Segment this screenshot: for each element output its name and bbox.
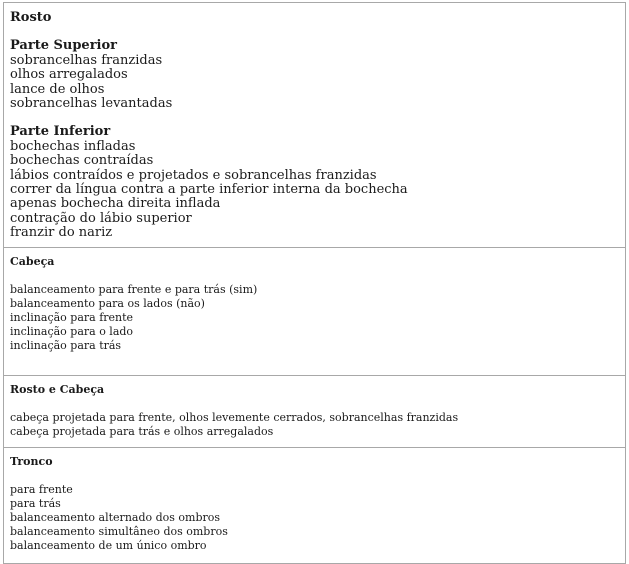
list-item: bochechas contraídas (10, 153, 154, 169)
section-rosto (4, 3, 625, 248)
list-item: balanceamento para os lados (não) (10, 297, 205, 310)
list-item: sobrancelhas levantadas (10, 96, 173, 112)
section-title-cabeca: Cabeça (10, 255, 55, 268)
section-title-tronco: Tronco (10, 455, 53, 468)
section-rosto-e-cabeca (4, 376, 625, 448)
list-item: lance de olhos (10, 81, 105, 97)
subheading-parte-superior: Parte Superior (10, 38, 118, 54)
group-parte-superior (10, 39, 625, 111)
list-item: franzir do nariz (10, 225, 113, 241)
list-item: sobrancelhas franzidas (10, 52, 163, 68)
list-item: cabeça projetada para trás e olhos arregalados (10, 425, 274, 438)
list-item: balanceamento simultâneo dos ombros (10, 525, 228, 538)
section-tronco (4, 448, 625, 563)
list-item: balanceamento alternado dos ombros (10, 511, 221, 524)
list-item: para trás (10, 497, 61, 510)
list-item: inclinação para frente (10, 311, 134, 324)
list-item: para frente (10, 483, 73, 496)
section-cabeca (4, 248, 625, 376)
list-item: balanceamento de um único ombro (10, 539, 207, 552)
group-parte-inferior (10, 125, 625, 240)
list-item: correr da língua contra a parte inferior interna da bochecha (10, 182, 408, 198)
list-item: balanceamento para frente e para trás (sim) (10, 283, 258, 296)
list-item: inclinação para o lado (10, 325, 134, 338)
list-item: apenas bochecha direita inflada (10, 196, 221, 212)
list-item: contração do lábio superior (10, 210, 192, 226)
list-item: cabeça projetada para frente, olhos levemente cerrados, sobrancelhas franzidas (10, 411, 459, 424)
list-item: bochechas infladas (10, 138, 136, 154)
subheading-parte-inferior: Parte Inferior (10, 124, 111, 140)
section-title-rosto: Rosto (10, 10, 52, 25)
expressions-table (3, 2, 626, 564)
list-item: olhos arregalados (10, 67, 128, 83)
list-item: lábios contraídos e projetados e sobrancelhas franzidas (10, 167, 377, 183)
list-item: inclinação para trás (10, 339, 122, 352)
section-title-rosto-e-cabeca: Rosto e Cabeça (10, 383, 105, 396)
